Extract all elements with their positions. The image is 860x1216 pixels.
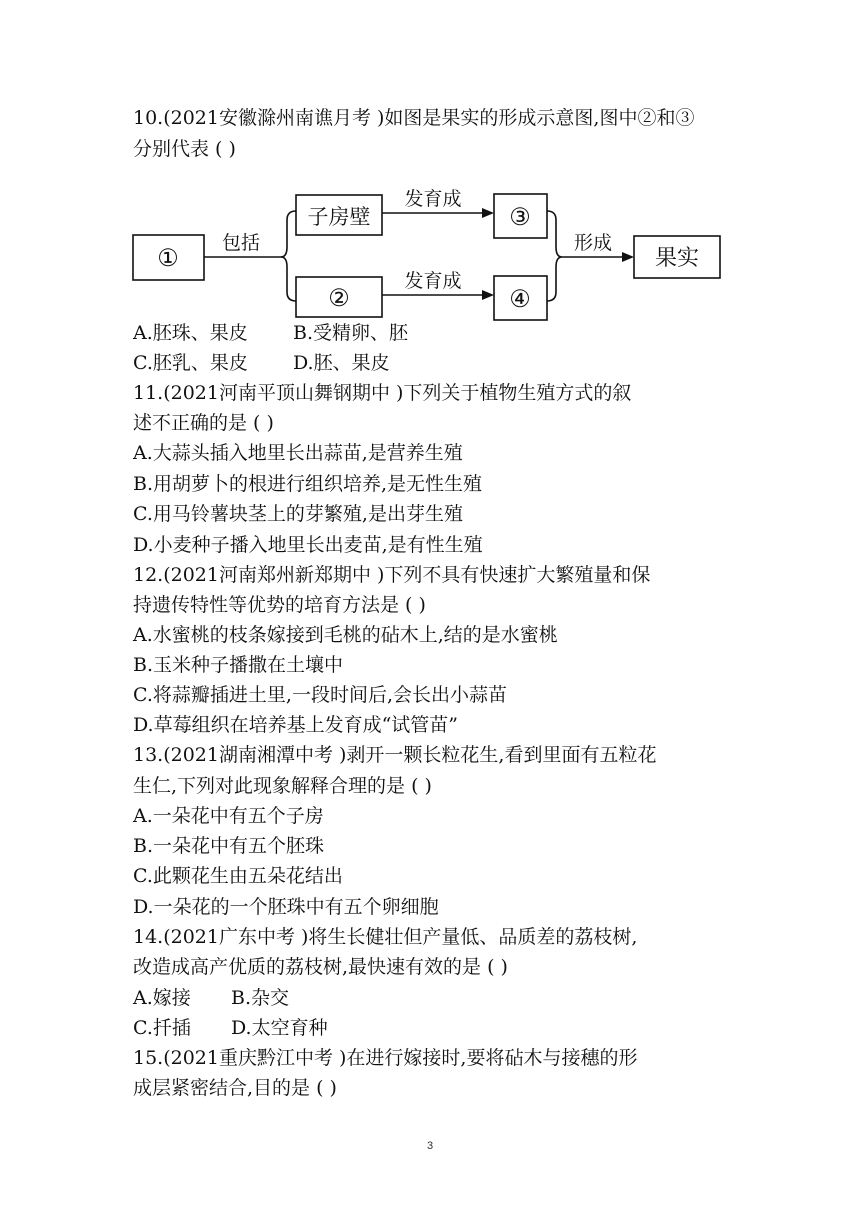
- q12-stem-line2: 持遗传特性等优势的培育方法是 ( ): [133, 594, 426, 616]
- q10-option-a: A.胚珠、果皮: [133, 322, 248, 344]
- diagram-label-1: ①: [157, 244, 179, 272]
- q10-stem-line1: 10.(2021安徽滁州南谯月考 )如图是果实的形成示意图,图中②和③: [133, 107, 695, 129]
- q14-options-row2: [133, 1016, 328, 1040]
- q15-stem-line2: 成层紧密结合,目的是 ( ): [133, 1077, 337, 1099]
- q10-options-row1: [133, 321, 408, 345]
- q11-option-d: D.小麦种子播入地里长出麦苗,是有性生殖: [133, 534, 483, 556]
- diagram-label-fruit: 果实: [654, 246, 700, 271]
- q10-stem-line2: 分别代表 ( ): [133, 138, 236, 160]
- fruit-formation-diagram: [0, 0, 860, 330]
- q12-option-c: C.将蒜瓣插进土里,一段时间后,会长出小蒜苗: [133, 684, 507, 706]
- q14-option-b: B.杂交: [231, 987, 290, 1009]
- q11-option-b: B.用胡萝卜的根进行组织培养,是无性生殖: [133, 473, 483, 495]
- q10-options-row2: [133, 351, 390, 375]
- q10-option-d: D.胚、果皮: [293, 352, 390, 374]
- q11-stem-line1: 11.(2021河南平顶山舞钢期中 )下列关于植物生殖方式的叙: [133, 382, 632, 404]
- page-number: 3: [426, 1140, 434, 1152]
- arrow-head-top: [482, 208, 494, 218]
- q10-option-b: B.受精卵、胚: [293, 322, 409, 344]
- q14-stem-line2: 改造成高产优质的荔枝树,最快速有效的是 ( ): [133, 956, 508, 978]
- diagram-label-ovary-wall: 子房壁: [307, 205, 371, 229]
- q13-option-d: D.一朵花的一个胚珠中有五个卵细胞: [133, 896, 439, 918]
- q11-option-a: A.大蒜头插入地里长出蒜苗,是营养生殖: [133, 442, 463, 464]
- q11-option-c: C.用马铃薯块茎上的芽繁殖,是出芽生殖: [133, 503, 463, 525]
- q13-stem-line1: 13.(2021湖南湘潭中考 )剥开一颗长粒花生,看到里面有五粒花: [133, 744, 657, 766]
- q14-option-d: D.太空育种: [231, 1017, 328, 1039]
- diagram-label-develop-bottom: 发育成: [404, 270, 462, 292]
- q13-option-c: C.此颗花生由五朵花结出: [133, 865, 343, 887]
- diagram-label-include: 包括: [221, 232, 261, 254]
- diagram-label-form: 形成: [573, 232, 613, 254]
- arrow-head-bottom: [482, 290, 494, 300]
- diagram-label-2: ②: [328, 284, 350, 312]
- arrow-head-fruit: [622, 252, 634, 262]
- q14-stem-line1: 14.(2021广东中考 )将生长健壮但产量低、品质差的荔枝树,: [133, 926, 638, 948]
- q12-stem-line1: 12.(2021河南郑州新郑期中 )下列不具有快速扩大繁殖量和保: [133, 564, 651, 586]
- q14-option-c: C.扦插: [133, 1017, 191, 1039]
- q14-option-a: A.嫁接: [133, 987, 191, 1009]
- diagram-label-develop-top: 发育成: [404, 188, 462, 210]
- diagram-label-3: ③: [509, 203, 531, 231]
- q13-stem-line2: 生仁,下列对此现象解释合理的是 ( ): [133, 775, 432, 797]
- q12-option-a: A.水蜜桃的枝条嫁接到毛桃的砧木上,结的是水蜜桃: [133, 624, 558, 646]
- q15-stem-line1: 15.(2021重庆黔江中考 )在进行嫁接时,要将砧木与接穗的形: [133, 1047, 638, 1069]
- q11-stem-line2: 述不正确的是 ( ): [133, 412, 274, 434]
- q12-option-d: D.草莓组织在培养基上发育成“试管苗”: [133, 714, 459, 736]
- q14-options-row1: [133, 986, 289, 1010]
- q12-option-b: B.玉米种子播撒在土壤中: [133, 654, 344, 676]
- q13-option-a: A.一朵花中有五个子房: [133, 805, 324, 827]
- diagram-label-4: ④: [509, 285, 531, 313]
- q13-option-b: B.一朵花中有五个胚珠: [133, 835, 325, 857]
- q10-option-c: C.胚乳、果皮: [133, 352, 248, 374]
